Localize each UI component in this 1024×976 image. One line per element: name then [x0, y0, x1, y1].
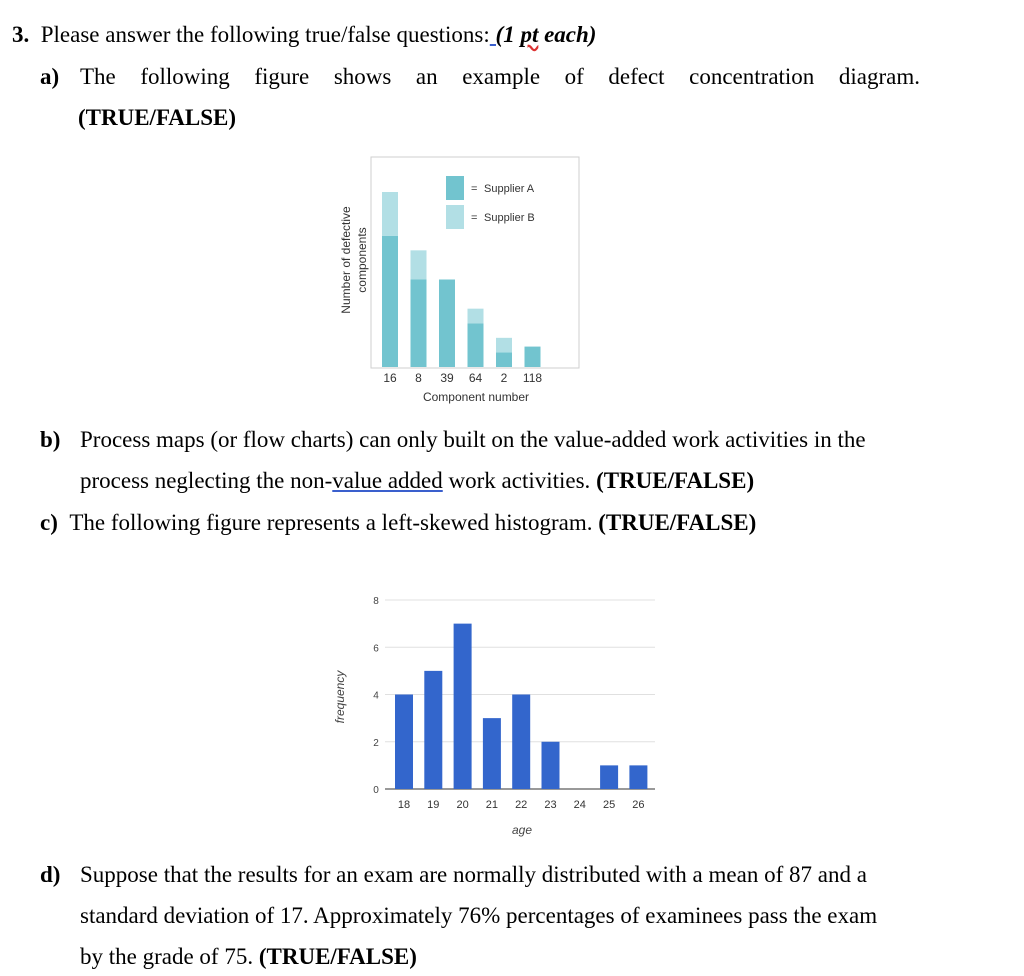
chart1-legend-swatch: [446, 176, 464, 200]
chart2-bar: [483, 718, 501, 789]
item-a-word: an: [415, 64, 438, 89]
item-b-label: b): [40, 427, 61, 452]
chart1-bar-supplier-a: [496, 352, 512, 367]
chart2-xtick-label: 21: [485, 799, 499, 811]
chart1-legend-prefix: =: [471, 183, 478, 195]
chart2-bar: [629, 765, 647, 789]
chart2-bar: [600, 765, 618, 789]
chart1-xtick-label: 2: [500, 371, 508, 385]
chart1-legend-label: Supplier A: [484, 183, 535, 195]
item-d-label: d): [40, 862, 61, 887]
item-a-word: following: [140, 64, 230, 89]
chart2-xtick-label: 26: [632, 799, 645, 811]
defect-stacked-bar-chart: [330, 150, 590, 412]
chart2-xtick-label: 22: [515, 799, 528, 811]
chart2-ytick-label: 0: [373, 785, 379, 796]
chart1-bar-supplier-b: [496, 338, 512, 353]
chart1-bar-supplier-b: [411, 250, 427, 279]
chart2-xtick-label: 25: [602, 799, 616, 811]
item-b-line2-pre: process neglecting the non-: [80, 468, 333, 493]
item-c-answer: (TRUE/FALSE): [598, 510, 757, 535]
item-a-word: diagram.: [838, 64, 920, 89]
points-pt: pt: [520, 22, 539, 47]
chart2-xtick-label: 23: [544, 799, 557, 811]
chart1-bar-supplier-a: [525, 347, 541, 367]
chart1-xtick-label: 16: [383, 371, 397, 385]
item-b-line1: Process maps (or flow charts) can only built on the value-added work activities in the: [80, 427, 866, 452]
points-each: each): [538, 22, 597, 47]
chart1-bar-supplier-a: [468, 323, 484, 367]
chart1-legend-swatch: [446, 205, 464, 229]
chart2-xlabel: age: [511, 823, 533, 837]
item-d-line1: Suppose that the results for an exam are normally distributed with a mean of 87 and a: [80, 862, 867, 887]
item-c-label: c): [40, 510, 58, 535]
points-one: 1: [503, 22, 521, 47]
item-a-word: figure: [254, 64, 310, 89]
chart1-bar-supplier-b: [468, 309, 484, 324]
chart1-bar-supplier-a: [439, 280, 455, 368]
chart1-legend-prefix: =: [471, 212, 478, 224]
item-a-text: [80, 65, 920, 88]
item-b-answer: (TRUE/FALSE): [596, 468, 755, 493]
chart2-ytick-label: 8: [373, 596, 379, 607]
chart2-bar: [454, 624, 472, 789]
points-open: (: [489, 22, 504, 47]
item-d-line3: [80, 945, 417, 968]
item-b-line2: [80, 469, 754, 492]
chart2-ytick-label: 2: [373, 737, 379, 749]
item-b-underlined: value added: [332, 468, 443, 493]
item-d-answer: (TRUE/FALSE): [258, 944, 417, 969]
chart2-xtick-label: 18: [397, 799, 411, 811]
chart1-xtick-label: 8: [415, 371, 422, 385]
chart1-ylabel-line1: Number of defective: [339, 206, 353, 314]
item-b-line2-post: work activities.: [442, 468, 597, 493]
question-text: Please answer the following true/false questions:: [40, 22, 490, 47]
item-d-line3-pre: by the grade of 75.: [80, 944, 259, 969]
item-a-word: The: [80, 64, 116, 89]
item-d-line2: standard deviation of 17. Approximately 76% percentages of examinees pass the exam: [80, 903, 878, 928]
chart2-xtick-label: 24: [573, 799, 586, 811]
item-a-word: of: [564, 64, 584, 89]
question-number: 3.: [12, 22, 30, 47]
chart1-xtick-label: 118: [522, 371, 543, 385]
chart2-bar: [542, 742, 560, 789]
chart2-ylabel: frequency: [333, 670, 347, 724]
chart2-xtick-label: 20: [456, 799, 469, 811]
chart2-ytick-label: 4: [373, 690, 379, 702]
item-a-word: shows: [333, 64, 392, 89]
chart1-bar-supplier-a: [382, 236, 398, 367]
chart2-xtick-label: 19: [427, 799, 440, 811]
chart1-bar-supplier-a: [411, 280, 427, 368]
chart1-legend-label: Supplier B: [484, 212, 535, 224]
chart2-ytick-label: 6: [373, 643, 379, 655]
item-c: [40, 511, 756, 534]
chart2-bar: [395, 695, 413, 790]
item-a-label: a): [40, 64, 60, 89]
chart1-xlabel: Component number: [422, 390, 530, 404]
item-c-text: The following figure represents a left-skewed histogram.: [69, 510, 599, 535]
chart1-bar-supplier-b: [382, 192, 398, 236]
age-histogram-chart: [330, 588, 670, 843]
chart2-bar: [512, 695, 530, 790]
question-3-heading: [12, 23, 596, 46]
item-a-word: defect: [608, 64, 665, 89]
chart1-ylabel-line2: components: [355, 227, 369, 293]
chart2-bar: [424, 671, 442, 789]
item-a-word: example: [462, 64, 541, 89]
chart1-xtick-label: 39: [440, 371, 454, 385]
item-a-answer: (TRUE/FALSE): [78, 105, 237, 130]
chart1-xtick-label: 64: [468, 371, 483, 385]
item-a-word: concentration: [689, 64, 815, 89]
